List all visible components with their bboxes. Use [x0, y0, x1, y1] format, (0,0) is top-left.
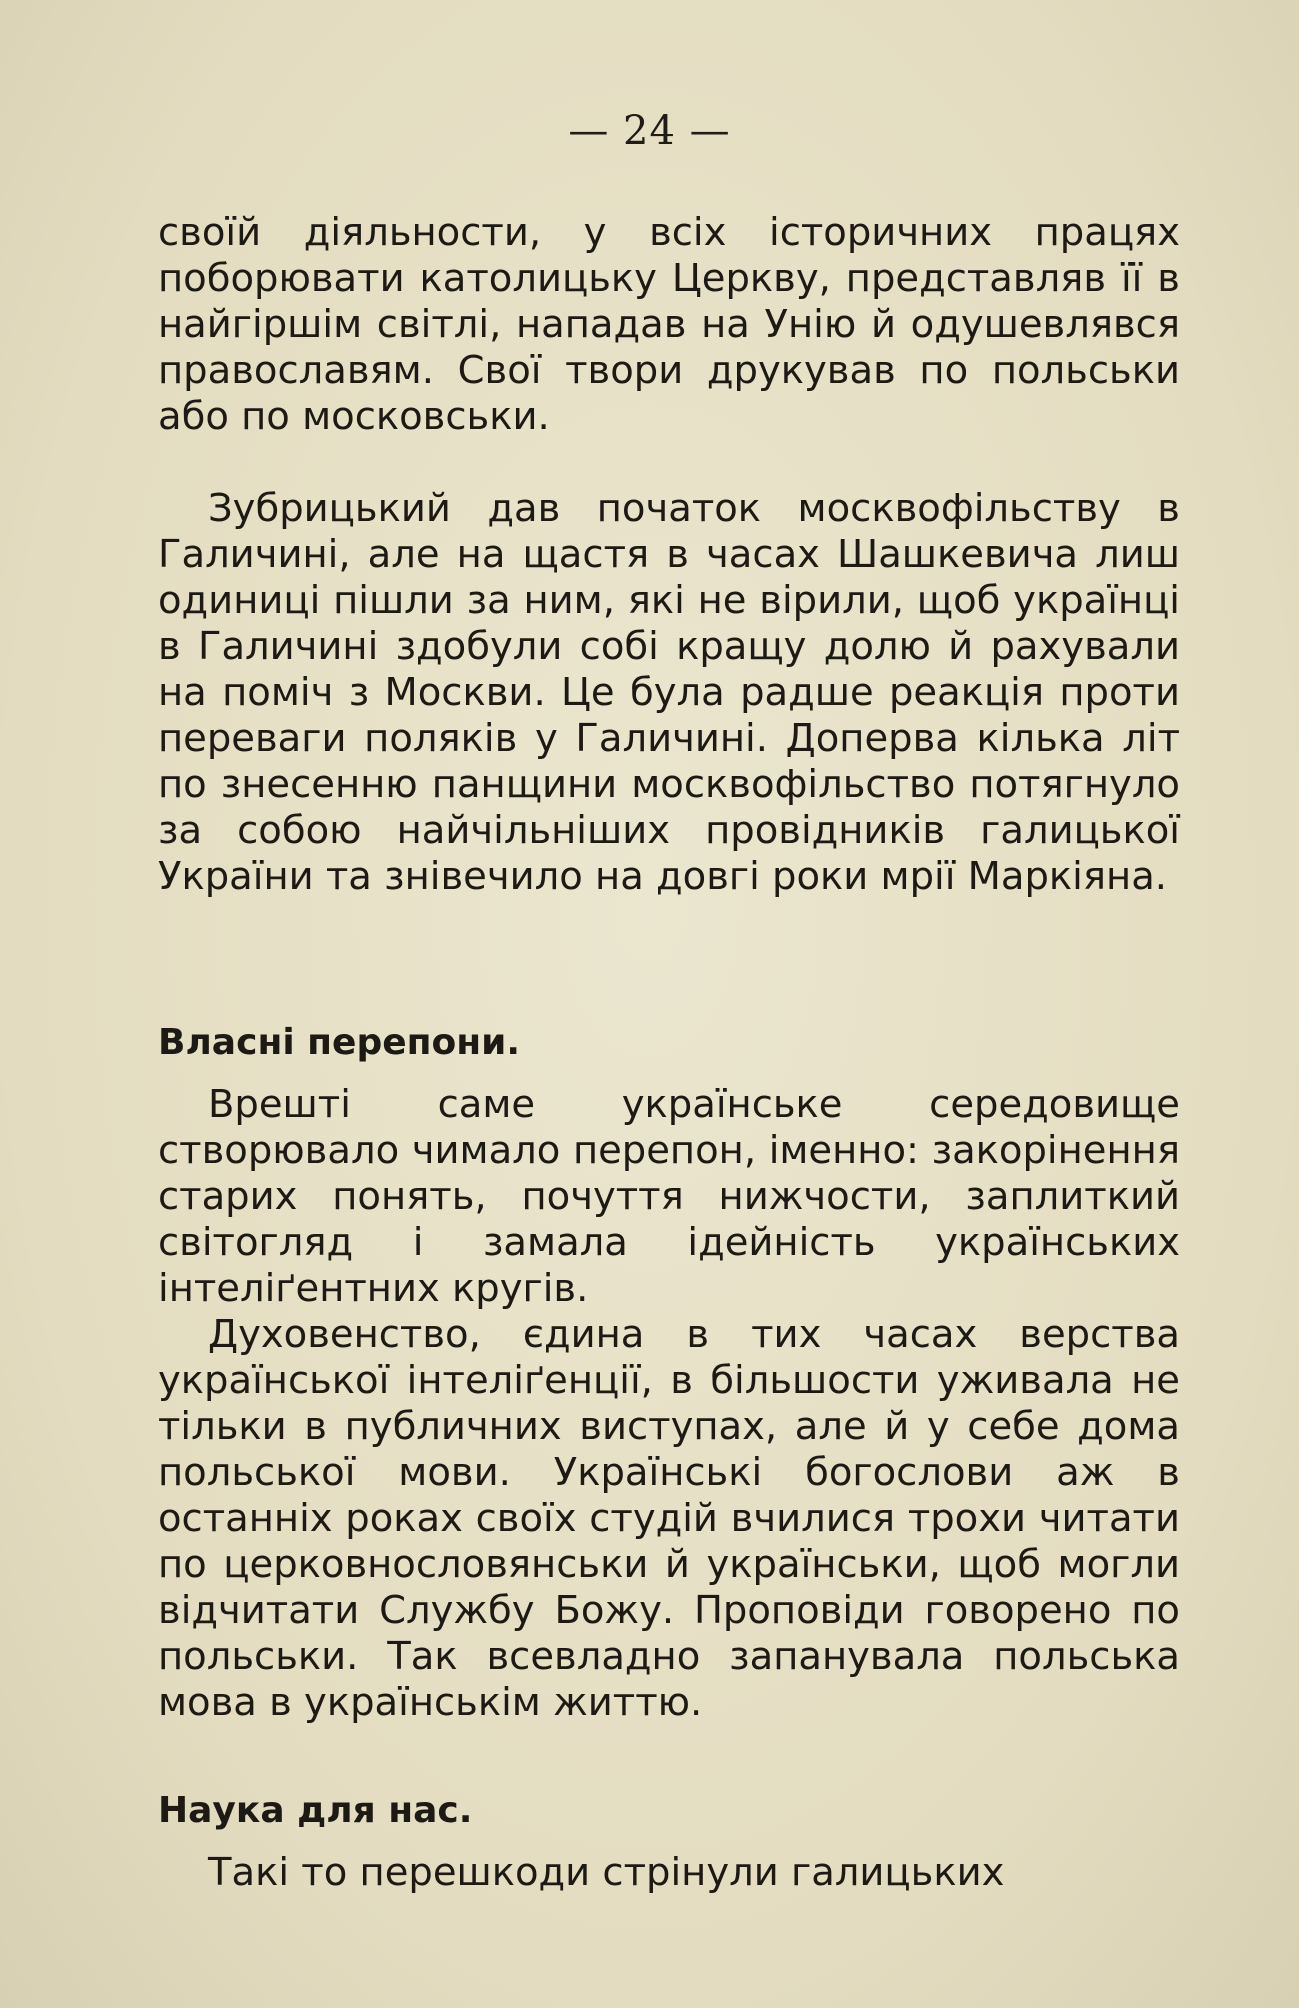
text-block-4	[158, 1312, 1180, 1726]
page-number: — 24 —	[568, 108, 731, 154]
paragraph-zubrytsky: Зубрицький дав початок москвофільству в Галичині, але на щастя в часах Шашкевича лиш одиниці пішли за ним, які не вірили, щоб українці в Галичині здобули собі кращу долю й рахували на поміч з Москви. Це була радше реакція проти переваги поляків у Галичині. Доперва кілька літ по знесенню панщини москвофільство потягнуло за собою найчільніших провідників галицької України та знівечило на довгі роки мрії Маркіяна.	[158, 486, 1180, 899]
text-block-heading-1	[158, 1020, 1180, 1066]
text-block-5	[158, 1850, 1180, 1896]
text-block-2	[158, 486, 1180, 900]
section-heading-lesson: Наука для нас.	[158, 1790, 473, 1831]
paragraph-environment: Врешті саме українське середовище створювало чимало перепон, іменно: закорінення старих понять, почуття нижчости, заплиткий світогляд і замала ідейність українських інтеліґентних кругів.	[158, 1082, 1180, 1311]
text-block-heading-2	[158, 1788, 1180, 1834]
paragraph-continuation: своїй діяльности, у всіх історичних працях поборювати католицьку Церкву, представляв її в найгіршім світлі, нападав на Унію й одушевлявся православям. Свої твори друкував по польськи або по московськи.	[158, 210, 1180, 439]
paragraph-clergy: Духовенство, єдина в тих часах верства української інтеліґенції, в більшости уживала не тільки в публичних виступах, але й у себе дома польської мови. Українські богослови аж в останніх роках своїх студій вчилися трохи читати по церковнословянськи й українськи, щоб могли відчитати Службу Божу. Проповіди говорено по польськи. Так всевладно запанувала польська мова в українськім життю.	[158, 1312, 1180, 1725]
text-block-3	[158, 1082, 1180, 1312]
paragraph-final: Такі то перешкоди стрінули галицьких	[208, 1850, 1005, 1895]
text-block-1	[158, 210, 1180, 440]
section-heading-obstacles: Власні перепони.	[158, 1022, 521, 1063]
